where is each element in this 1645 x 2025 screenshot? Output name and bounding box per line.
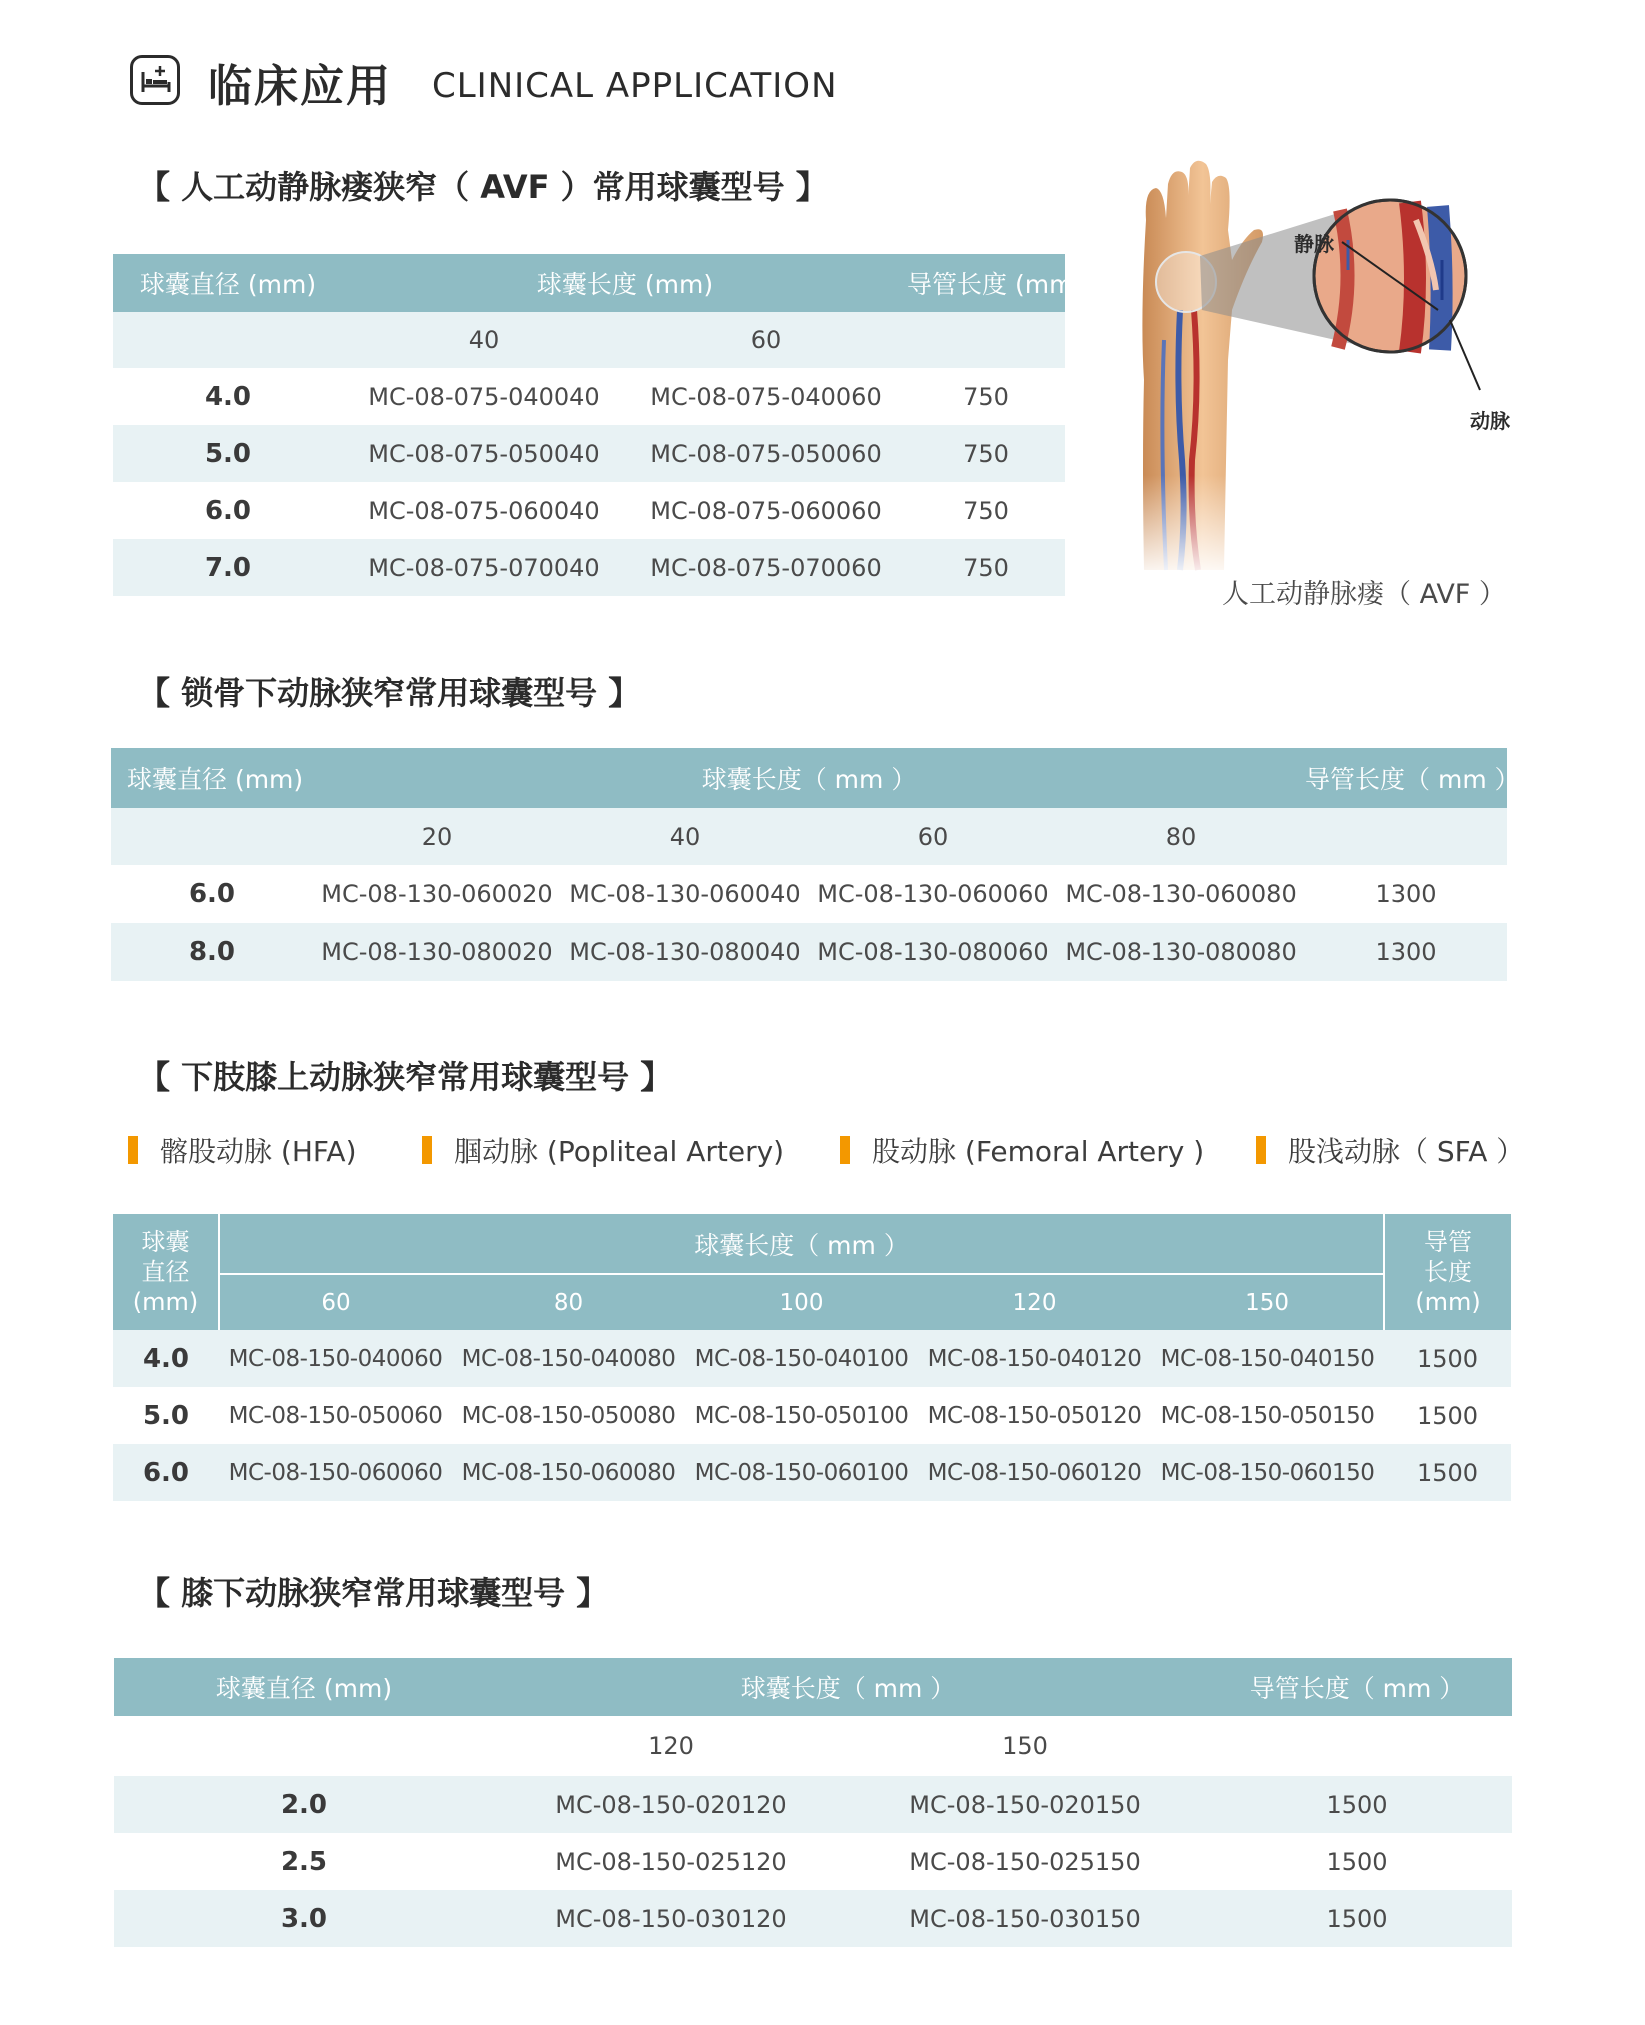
diameter-cell: 6.0 — [113, 482, 343, 539]
subclavian-length-col: 40 — [561, 808, 809, 865]
below-knee-table — [114, 1658, 1512, 1947]
model-code-cell: MC-08-150-050060 — [219, 1387, 452, 1444]
tag-bar — [840, 1136, 850, 1164]
subclavian-section-title: 【 锁骨下动脉狭窄常用球囊型号 】 — [138, 674, 641, 712]
diameter-cell: 3.0 — [114, 1890, 494, 1947]
model-code-cell: MC-08-130-060020 — [313, 865, 561, 923]
diameter-cell: 4.0 — [113, 1330, 219, 1387]
model-code-cell: MC-08-150-025150 — [848, 1833, 1202, 1890]
model-code-cell: MC-08-130-080080 — [1057, 923, 1305, 981]
avf-section-title: 【 人工动静脉瘘狭窄（ AVF ）常用球囊型号 】 — [138, 168, 828, 206]
table-row — [113, 539, 1065, 596]
page-title-en: CLINICAL APPLICATION — [432, 66, 838, 106]
model-code-cell: MC-08-150-050100 — [685, 1387, 918, 1444]
model-code-cell: MC-08-150-050120 — [918, 1387, 1151, 1444]
catheter-length-cell: 1500 — [1202, 1833, 1512, 1890]
above-knee-length-col: 100 — [685, 1274, 918, 1330]
model-code-cell: MC-08-150-050080 — [452, 1387, 685, 1444]
below-knee-section-title: 【 膝下动脉狭窄常用球囊型号 】 — [138, 1574, 609, 1612]
diameter-cell: 6.0 — [111, 865, 313, 923]
diameter-cell: 5.0 — [113, 1387, 219, 1444]
hospital-bed-icon — [130, 55, 180, 105]
diameter-cell: 6.0 — [113, 1444, 219, 1501]
model-code-cell: MC-08-130-080040 — [561, 923, 809, 981]
diameter-cell: 2.0 — [114, 1776, 494, 1833]
model-code-cell: MC-08-075-060060 — [625, 482, 907, 539]
catheter-length-cell: 750 — [907, 539, 1065, 596]
below-knee-header-diameter: 球囊直径 (mm) — [114, 1658, 494, 1716]
model-code-cell: MC-08-130-080060 — [809, 923, 1057, 981]
subclavian-table — [111, 748, 1520, 981]
above-knee-header-balloon-length: 球囊长度（ mm ） — [219, 1214, 1384, 1274]
model-code-cell: MC-08-130-060060 — [809, 865, 1057, 923]
artery-tag-label: 股浅动脉（ SFA ） — [1288, 1135, 1525, 1168]
tag-bar — [422, 1136, 432, 1164]
subclavian-header-diameter: 球囊直径 (mm) — [111, 748, 313, 808]
model-code-cell: MC-08-150-030150 — [848, 1890, 1202, 1947]
table-row — [114, 1833, 1512, 1890]
model-code-cell: MC-08-075-060040 — [343, 482, 625, 539]
model-code-cell: MC-08-130-080020 — [313, 923, 561, 981]
model-code-cell: MC-08-150-025120 — [494, 1833, 848, 1890]
diameter-cell: 7.0 — [113, 539, 343, 596]
subclavian-length-col: 80 — [1057, 808, 1305, 865]
model-code-cell: MC-08-075-040040 — [343, 368, 625, 425]
catheter-length-cell: 1500 — [1202, 1776, 1512, 1833]
artery-tag — [840, 1130, 1204, 1170]
model-code-cell: MC-08-075-070060 — [625, 539, 907, 596]
catheter-length-cell: 1300 — [1305, 865, 1507, 923]
avf-length-col: 60 — [625, 312, 907, 368]
table-row — [111, 923, 1507, 981]
model-code-cell: MC-08-150-040100 — [685, 1330, 918, 1387]
artery-tag — [128, 1130, 357, 1170]
above-knee-length-col: 150 — [1151, 1274, 1384, 1330]
table-row — [114, 1776, 1512, 1833]
avf-header-diameter: 球囊直径 (mm) — [113, 254, 343, 312]
model-code-cell: MC-08-150-040150 — [1151, 1330, 1384, 1387]
subclavian-header-balloon-length: 球囊长度（ mm ） — [313, 748, 1305, 808]
illustration-caption: 人工动静脉瘘（ AVF ） — [1222, 579, 1506, 610]
model-code-cell: MC-08-150-060120 — [918, 1444, 1151, 1501]
catheter-length-cell: 750 — [907, 425, 1065, 482]
model-code-cell: MC-08-150-040080 — [452, 1330, 685, 1387]
table-row — [113, 1387, 1511, 1444]
catheter-length-cell: 750 — [907, 482, 1065, 539]
below-knee-header-balloon-length: 球囊长度（ mm ） — [494, 1658, 1202, 1716]
above-knee-length-col: 80 — [452, 1274, 685, 1330]
artery-label: 动脉 — [1470, 409, 1510, 433]
model-code-cell: MC-08-130-060080 — [1057, 865, 1305, 923]
model-code-cell: MC-08-075-050040 — [343, 425, 625, 482]
tag-bar — [128, 1136, 138, 1164]
catheter-length-cell: 1300 — [1305, 923, 1507, 981]
above-knee-header-catheter-length: 导管长度(mm) — [1384, 1214, 1511, 1330]
avf-header-balloon-length: 球囊长度 (mm) — [343, 254, 907, 312]
diameter-cell: 2.5 — [114, 1833, 494, 1890]
model-code-cell: MC-08-150-060080 — [452, 1444, 685, 1501]
diameter-cell: 5.0 — [113, 425, 343, 482]
above-knee-length-col: 60 — [219, 1274, 452, 1330]
subclavian-header-catheter-length: 导管长度（ mm ） — [1305, 748, 1507, 808]
above-knee-section-title: 【 下肢膝上动脉狭窄常用球囊型号 】 — [138, 1058, 673, 1096]
avf-arm-illustration — [1120, 160, 1520, 580]
subclavian-length-col: 20 — [313, 808, 561, 865]
table-row — [114, 1890, 1512, 1947]
subclavian-length-col: 60 — [809, 808, 1057, 865]
page-title-zh: 临床应用 — [208, 61, 392, 112]
tag-bar — [1256, 1136, 1266, 1164]
vein-label: 静脉 — [1294, 232, 1334, 256]
model-code-cell: MC-08-150-040120 — [918, 1330, 1151, 1387]
avf-table — [113, 254, 1084, 596]
model-code-cell: MC-08-150-060150 — [1151, 1444, 1384, 1501]
model-code-cell: MC-08-150-060060 — [219, 1444, 452, 1501]
model-code-cell: MC-08-150-030120 — [494, 1890, 848, 1947]
artery-tag-label: 髂股动脉 (HFA) — [160, 1135, 357, 1168]
model-code-cell: MC-08-075-040060 — [625, 368, 907, 425]
model-code-cell: MC-08-150-050150 — [1151, 1387, 1384, 1444]
diameter-cell: 8.0 — [111, 923, 313, 981]
table-row — [113, 425, 1065, 482]
catheter-length-cell: 750 — [907, 368, 1065, 425]
table-row — [113, 1444, 1511, 1501]
model-code-cell: MC-08-150-020150 — [848, 1776, 1202, 1833]
catheter-length-cell: 1500 — [1384, 1330, 1511, 1387]
above-knee-header-diameter: 球囊直径(mm) — [113, 1214, 219, 1330]
artery-tag — [1256, 1130, 1524, 1170]
below-knee-header-catheter-length: 导管长度（ mm ） — [1202, 1658, 1512, 1716]
above-knee-length-col: 120 — [918, 1274, 1151, 1330]
diameter-cell: 4.0 — [113, 368, 343, 425]
table-row — [113, 1330, 1511, 1387]
below-knee-length-col: 120 — [494, 1716, 848, 1776]
model-code-cell: MC-08-150-020120 — [494, 1776, 848, 1833]
model-code-cell: MC-08-150-040060 — [219, 1330, 452, 1387]
below-knee-length-col: 150 — [848, 1716, 1202, 1776]
table-row — [111, 865, 1507, 923]
avf-header-catheter-length: 导管长度 (mm) — [907, 254, 1065, 312]
above-knee-table — [113, 1214, 1511, 1501]
artery-tag-label: 腘动脉 (Popliteal Artery) — [454, 1135, 785, 1168]
catheter-length-cell: 1500 — [1202, 1890, 1512, 1947]
model-code-cell: MC-08-150-060100 — [685, 1444, 918, 1501]
artery-tag-label: 股动脉 (Femoral Artery ) — [872, 1135, 1205, 1168]
model-code-cell: MC-08-130-060040 — [561, 865, 809, 923]
catheter-length-cell: 1500 — [1384, 1444, 1511, 1501]
avf-length-col: 40 — [343, 312, 625, 368]
model-code-cell: MC-08-075-070040 — [343, 539, 625, 596]
table-row — [113, 482, 1065, 539]
model-code-cell: MC-08-075-050060 — [625, 425, 907, 482]
catheter-length-cell: 1500 — [1384, 1387, 1511, 1444]
table-row — [113, 368, 1065, 425]
artery-tag — [422, 1130, 784, 1170]
